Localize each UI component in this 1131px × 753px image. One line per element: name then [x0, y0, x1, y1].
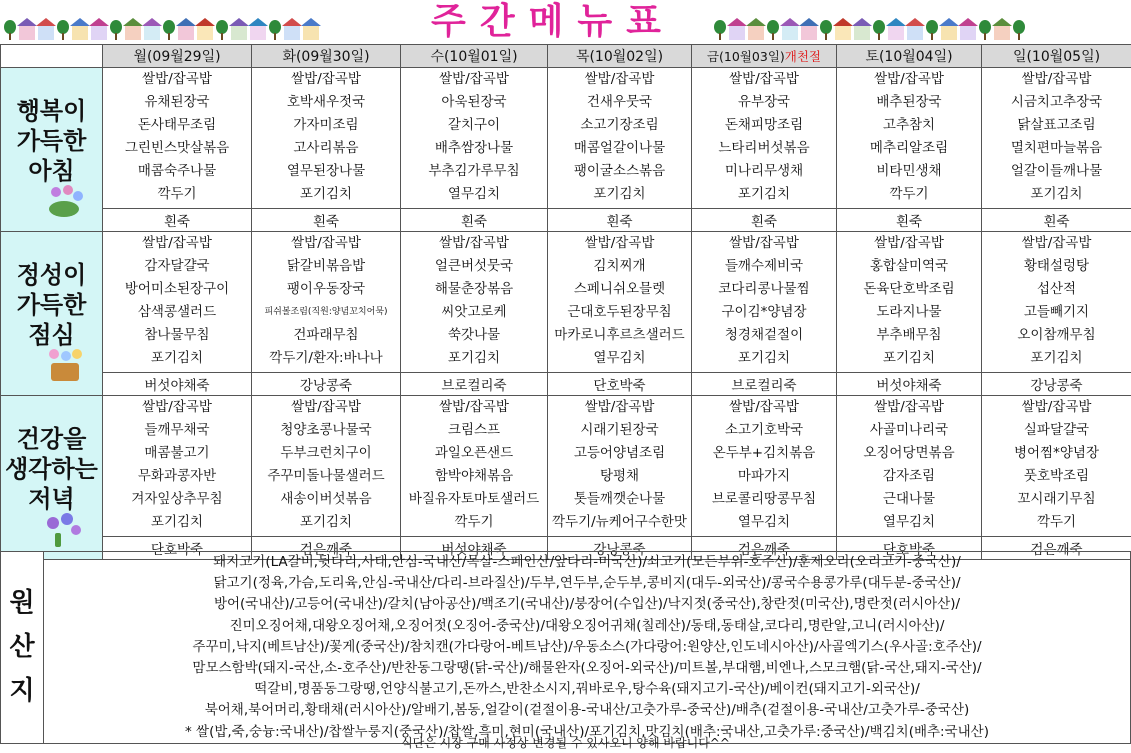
menu-item: 쌀밥/잡곡밥 — [439, 71, 509, 87]
porridge-cell: 흰죽 — [982, 209, 1131, 232]
breakfast-row — [1, 68, 1131, 209]
origin-line: 방어(국내산)/고등어(국내산)/갈치(남아공산)/백조기(국내산)/붕장어(수입산)/낙지젓(중국산),창란젓(미국산),명란젓(러시아산)/ — [213, 596, 961, 613]
meal-label-line: 가득한 — [16, 291, 87, 319]
porridge-cell: 흰죽 — [252, 209, 401, 232]
menu-item: 그린빈스맛살볶음 — [124, 140, 230, 156]
menu-item: 쌀밥/잡곡밥 — [1021, 235, 1092, 251]
menu-item: 탕평채 — [599, 468, 640, 484]
menu-item: 포기김치 — [447, 350, 501, 366]
menu-item: 근대호두된장무침 — [567, 304, 672, 320]
lunch-label — [1, 232, 103, 396]
porridge-cell: 단호박죽 — [103, 537, 252, 560]
menu-item: 쌀밥/잡곡밥 — [729, 235, 799, 251]
menu-item: 팽이굴소스볶음 — [573, 163, 666, 179]
porridge-cell: 흰죽 — [837, 209, 982, 232]
day-header-tue: 화(09월30일) — [252, 45, 401, 68]
menu-item: 코다리콩나물찜 — [718, 281, 810, 297]
menu-item: 겨자잎상추무침 — [131, 491, 223, 507]
menu-item: 쌀밥/잡곡밥 — [142, 399, 212, 415]
menu-item: 마카로니후르츠샐러드 — [554, 327, 685, 343]
village-decoration-right — [714, 4, 1025, 40]
menu-item: 쌀밥/잡곡밥 — [142, 235, 212, 251]
menu-item: 매콤숙주나물 — [137, 163, 217, 179]
porridge-cell: 검은깨죽 — [692, 537, 837, 560]
weekly-menu-table — [0, 44, 1131, 560]
menu-item: 포기김치 — [299, 514, 353, 530]
porridge-cell: 검은깨죽 — [252, 537, 401, 560]
meal-label-line: 정성이 — [16, 261, 87, 289]
menu-item: 감자조림 — [882, 468, 936, 484]
menu-cell — [692, 232, 837, 373]
menu-item: 피쉬볼조림(직원:양념꼬치어묵) — [264, 307, 388, 317]
menu-item: 스페니쉬오믈렛 — [573, 281, 666, 297]
origin-line: 북어채,북어머리,황태채(러시아산)/알배기,봄동,얼갈이(겉절이용-국내산/고춧가루-중국산)/배추(겉절이용-국내산/고춧가루-중국산) — [204, 702, 970, 719]
menu-item: 방어미소된장구이 — [124, 281, 230, 297]
menu-cell — [401, 68, 548, 209]
menu-item: 도라지나물 — [876, 304, 942, 320]
day-header-fri-date: 금(10월03일) — [706, 49, 785, 64]
menu-item: 유부장국 — [737, 94, 791, 110]
lunch-row — [1, 232, 1131, 373]
menu-item: 포기김치 — [882, 350, 936, 366]
porridge-cell: 버섯야채죽 — [837, 373, 982, 396]
porridge-cell: 흰죽 — [692, 209, 837, 232]
menu-item: 쌀밥/잡곡밥 — [142, 71, 212, 87]
menu-item: 쑥갓나물 — [447, 327, 501, 343]
menu-item: 포기김치 — [299, 186, 353, 202]
meal-label-line: 저녁 — [28, 485, 75, 513]
menu-item: 열무된장나물 — [286, 163, 366, 179]
menu-item: 포기김치 — [150, 350, 204, 366]
porridge-cell: 버섯야채죽 — [103, 373, 252, 396]
menu-item: 매콤불고기 — [144, 445, 210, 461]
menu-item: 포기김치 — [1030, 186, 1083, 202]
origin-info-table — [0, 551, 1131, 744]
porridge-cell: 강낭콩죽 — [982, 373, 1131, 396]
page-title: 주간메뉴표 — [431, 1, 675, 42]
menu-cell — [982, 68, 1131, 209]
menu-item: 포기김치 — [593, 186, 646, 202]
menu-item: 쌀밥/잡곡밥 — [584, 235, 655, 251]
menu-cell — [401, 232, 548, 373]
menu-item: 쌀밥/잡곡밥 — [584, 399, 655, 415]
porridge-cell: 버섯야채죽 — [401, 537, 548, 560]
menu-item: 열무김치 — [882, 514, 936, 530]
origin-label — [1, 552, 44, 744]
menu-item: 쌀밥/잡곡밥 — [291, 399, 361, 415]
menu-item: 아욱된장국 — [441, 94, 507, 110]
origin-line: 떡갈비,명품동그랑땡,언양식불고기,돈까스,반찬소시지,꿔바로우,탕수육(돼지고기-국산)/베이컨(돼지고기-외국산)/ — [254, 681, 920, 698]
menu-cell — [401, 396, 548, 537]
menu-item: 포기김치 — [150, 514, 204, 530]
porridge-cell: 흰죽 — [103, 209, 252, 232]
menu-item: 새송이버섯볶음 — [280, 491, 372, 507]
porridge-cell: 강낭콩죽 — [548, 537, 692, 560]
menu-item: 열무김치 — [447, 186, 501, 202]
menu-item: 고사리볶음 — [293, 140, 359, 156]
menu-item: 포기김치 — [737, 350, 791, 366]
menu-cell — [103, 68, 252, 209]
menu-item: 함박야채볶음 — [434, 468, 514, 484]
menu-item: 유채된장국 — [144, 94, 210, 110]
menu-item: 쌀밥/잡곡밥 — [291, 235, 361, 251]
origin-label-char: 지 — [9, 676, 35, 707]
menu-item: 열무김치 — [593, 350, 646, 366]
porridge-cell: 브로컬리죽 — [692, 373, 837, 396]
menu-item: 돈육단호박조림 — [863, 281, 955, 297]
menu-item: 배추쌈장나물 — [434, 140, 514, 156]
menu-item: 열무김치 — [737, 514, 791, 530]
menu-item: 해물춘장볶음 — [434, 281, 514, 297]
dinner-label — [1, 396, 103, 560]
menu-item: 깍두기/환자:바나나 — [269, 350, 383, 366]
menu-item: 닭살표고조림 — [1017, 117, 1096, 133]
menu-cell — [103, 232, 252, 373]
menu-item: 김치찌개 — [593, 258, 646, 274]
porridge-cell: 단호박죽 — [837, 537, 982, 560]
origin-line: 닭고기(정육,가슴,도리육,안심-국내산/다리-브라질산)/두부,연두부,순두부,콩비지(대두-외국산)/콩국수용콩가루(대두분-중국산)/ — [213, 575, 961, 592]
menu-item: 마파가지 — [737, 468, 791, 484]
menu-item: 쌀밥/잡곡밥 — [729, 399, 799, 415]
menu-item: 팽이우동장국 — [286, 281, 366, 297]
meal-label-line: 생각하는 — [5, 455, 98, 483]
menu-item: 실파달걀국 — [1023, 422, 1090, 438]
menu-item: 주꾸미돌나물샐러드 — [267, 468, 385, 484]
porridge-cell: 흰죽 — [401, 209, 548, 232]
header-corner — [1, 45, 103, 68]
menu-item: 깍두기/뉴케어구수한맛 — [552, 514, 687, 530]
menu-item: 건새우뭇국 — [586, 94, 653, 110]
menu-item: 얼갈이들깨나물 — [1010, 163, 1103, 179]
origin-label-char: 원 — [9, 588, 35, 619]
menu-item: 깍두기 — [454, 514, 494, 530]
menu-item: 청양초콩나물국 — [280, 422, 372, 438]
menu-item: 쌀밥/잡곡밥 — [1021, 399, 1092, 415]
menu-item: 소고기호박국 — [724, 422, 804, 438]
menu-cell — [692, 396, 837, 537]
menu-item: 씨앗고로케 — [441, 304, 507, 320]
menu-cell — [982, 396, 1131, 537]
menu-item: 청경채겉절이 — [724, 327, 804, 343]
menu-item: 깍두기 — [157, 186, 197, 202]
village-decoration-left — [4, 4, 319, 40]
menu-item: 쌀밥/잡곡밥 — [729, 71, 799, 87]
menu-item: 깍두기 — [1036, 514, 1077, 530]
menu-item: 가자미조림 — [293, 117, 359, 133]
menu-item: 황태설렁탕 — [1023, 258, 1090, 274]
menu-item: 크림스프 — [447, 422, 501, 438]
menu-item: 꼬시래기무침 — [1017, 491, 1096, 507]
day-header-sat: 토(10월04일) — [837, 45, 982, 68]
menu-item: 느타리버섯볶음 — [718, 140, 810, 156]
menu-item: 풋호박조림 — [1023, 468, 1090, 484]
porridge-cell: 흰죽 — [548, 209, 692, 232]
day-header-wed: 수(10월01일) — [401, 45, 548, 68]
menu-item: 들깨수제비국 — [724, 258, 804, 274]
menu-cell — [252, 68, 401, 209]
menu-item: 브로콜리땅콩무침 — [711, 491, 817, 507]
flower-pot-illustration — [45, 349, 85, 385]
menu-item: 건파래무침 — [293, 327, 359, 343]
origin-line: * 쌀(밥,죽,숭늉:국내산)/찹쌀누룽지(중국산)/찹쌀,흑미,현미(국내산)/포기김치,맛김치(배추:국내산,고춧가루:중국산)/백김치(배추:국내산) — [185, 723, 989, 740]
menu-item: 메추리알조림 — [869, 140, 949, 156]
menu-cell — [692, 68, 837, 209]
meal-label-line: 행복이 — [16, 97, 87, 125]
menu-item: 삼색콩샐러드 — [137, 304, 217, 320]
menu-item: 매콤얼갈이나물 — [573, 140, 666, 156]
meal-label-line: 점심 — [28, 321, 75, 349]
menu-item: 쌀밥/잡곡밥 — [291, 71, 361, 87]
menu-cell — [837, 68, 982, 209]
meal-label-line: 건강을 — [16, 425, 87, 453]
menu-item: 사골미나리국 — [869, 422, 949, 438]
menu-item: 쌀밥/잡곡밥 — [874, 71, 944, 87]
day-header-sun: 일(10월05일) — [982, 45, 1131, 68]
menu-item: 돈사태무조림 — [137, 117, 217, 133]
menu-item: 구이김*양념장 — [721, 304, 807, 320]
menu-item: 소고기장조림 — [580, 117, 659, 133]
menu-item: 돈채피망조림 — [724, 117, 804, 133]
title-banner — [0, 0, 1131, 44]
menu-item: 배추된장국 — [876, 94, 942, 110]
porridge-cell: 단호박죽 — [548, 373, 692, 396]
meal-label-line: 가득한 — [16, 127, 87, 155]
menu-item: 시금치고추장국 — [1010, 94, 1103, 110]
breakfast-porridge-row — [1, 209, 1131, 232]
menu-cell — [837, 232, 982, 373]
menu-item: 쌀밥/잡곡밥 — [1021, 71, 1092, 87]
menu-item: 부추김가루무침 — [428, 163, 520, 179]
meal-label-line: 아침 — [28, 157, 75, 185]
menu-item: 고추참치 — [882, 117, 936, 133]
menu-item: 바질유자토마토샐러드 — [408, 491, 540, 507]
menu-item: 닭갈비볶음밥 — [286, 258, 366, 274]
menu-cell — [103, 396, 252, 537]
menu-item: 쌀밥/잡곡밥 — [874, 399, 944, 415]
menu-item: 두부크런치구이 — [280, 445, 372, 461]
menu-item: 멸치편마늘볶음 — [1010, 140, 1103, 156]
day-header-row — [1, 45, 1131, 68]
menu-item: 병어찜*양념장 — [1014, 445, 1099, 461]
menu-item: 갈치구이 — [447, 117, 501, 133]
porridge-cell: 검은깨죽 — [982, 537, 1131, 560]
origin-line: 맘모스함박(돼지-국산,소-호주산)/반찬동그랑땡(닭-국산)/해물완자(오징어-외국산)/미트볼,부대햄,비엔나,스모크햄(닭-국산,돼지-국산)/ — [192, 660, 982, 677]
menu-cell — [982, 232, 1131, 373]
menu-item: 포기김치 — [737, 186, 791, 202]
menu-cell — [837, 396, 982, 537]
holiday-label: 개천절 — [784, 49, 822, 64]
menu-item: 쌀밥/잡곡밥 — [584, 71, 655, 87]
menu-item: 호박새우젓국 — [286, 94, 366, 110]
menu-cell — [548, 396, 692, 537]
menu-item: 감자달걀국 — [144, 258, 210, 274]
flower-illustration — [45, 513, 85, 549]
lunch-porridge-row — [1, 373, 1131, 396]
menu-item: 오징어당면볶음 — [863, 445, 955, 461]
menu-item: 쌀밥/잡곡밥 — [439, 235, 509, 251]
menu-item: 무화과콩자반 — [137, 468, 217, 484]
menu-cell — [252, 396, 401, 537]
menu-item: 온두부+김치볶음 — [712, 445, 816, 461]
menu-item: 깍두기 — [889, 186, 929, 202]
menu-cell — [548, 68, 692, 209]
menu-item: 쌀밥/잡곡밥 — [874, 235, 944, 251]
porridge-cell: 브로컬리죽 — [401, 373, 548, 396]
notice-text: 식단은 시장 구매 사정상 변경될 수 있사오니 양해 바랍니다^^ — [401, 736, 730, 750]
menu-item: 미나리무생채 — [724, 163, 804, 179]
menu-item: 비타민생채 — [876, 163, 942, 179]
origin-line: 주꾸미,낙지(베트남산)/꽃게(중국산)/참치캔(가다랑어-베트남산)/우동소스(가다랑어:원양산,인도네시아산)/사골엑기스(우사골:호주산)/ — [192, 638, 982, 655]
menu-item: 톳들깨깻순나물 — [573, 491, 666, 507]
menu-item: 포기김치 — [1030, 350, 1083, 366]
flower-illustration — [45, 185, 85, 221]
day-header-fri — [692, 45, 837, 68]
menu-item: 들깨무채국 — [144, 422, 210, 438]
menu-item: 홍합살미역국 — [869, 258, 949, 274]
day-header-thu: 목(10월02일) — [548, 45, 692, 68]
porridge-cell: 강낭콩죽 — [252, 373, 401, 396]
breakfast-label — [1, 68, 103, 232]
day-header-mon: 월(09월29일) — [103, 45, 252, 68]
menu-item: 근대나물 — [882, 491, 936, 507]
menu-item: 참나물무침 — [144, 327, 210, 343]
menu-item: 쌀밥/잡곡밥 — [439, 399, 509, 415]
origin-line: 돼지고기(LA갈비,뒷다리,사태,안심-국내산/목살-스페인산/앞다리-미국산)/쇠고기(모든부위-호주산)/훈제오리(오리고기-중국산)/ — [213, 554, 961, 570]
menu-cell — [252, 232, 401, 373]
menu-item: 얼큰버섯뭇국 — [434, 258, 514, 274]
menu-item: 오이참깨무침 — [1017, 327, 1096, 343]
dinner-row — [1, 396, 1131, 537]
menu-item: 섭산적 — [1036, 281, 1077, 297]
menu-item: 시래기된장국 — [580, 422, 659, 438]
menu-item: 고들빼기지 — [1023, 304, 1090, 320]
origin-line: 진미오징어채,대왕오징어채,오징어젓(오징어-중국산)/대왕오징어귀채(칠레산)/동태,동태살,코다리,명란알,고니(러시아산)/ — [229, 617, 945, 634]
origin-text — [44, 552, 1131, 744]
origin-label-char: 산 — [9, 632, 35, 663]
menu-item: 과일오픈샌드 — [434, 445, 514, 461]
menu-cell — [548, 232, 692, 373]
menu-item: 고등어양념조림 — [573, 445, 666, 461]
menu-item: 부추배무침 — [876, 327, 942, 343]
